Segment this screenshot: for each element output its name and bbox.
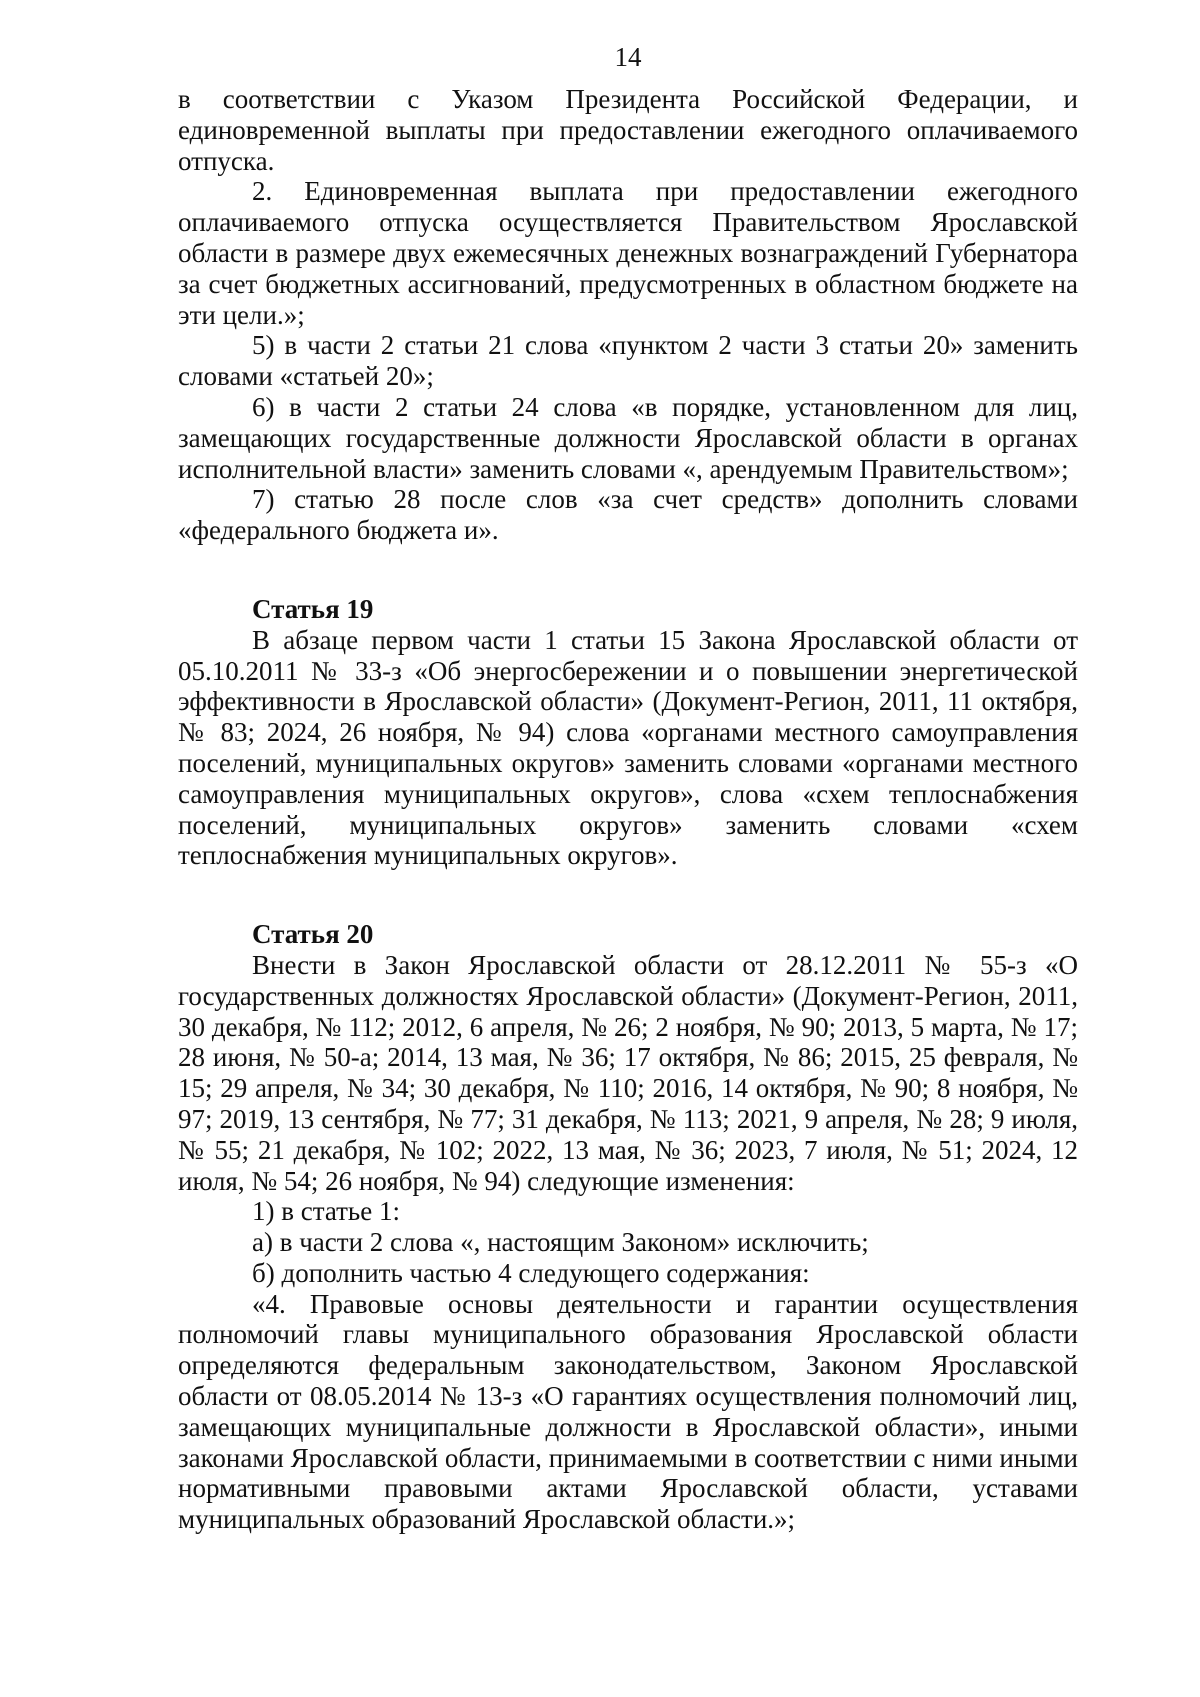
intro-paragraph-2: 2. Единовременная выплата при предоставлении ежегодного оплачиваемого отпуска осуществляется Правительством Ярославской области в размере двух ежемесячных денежных вознаграждений Губернатора за счет бюджетных ассигнований, предусмотренных в областном бюджете на эти цели.»; [178,176,1078,330]
amendment-item-5: 5) в части 2 статьи 21 слова «пунктом 2 части 3 статьи 20» заменить словами «статьей 20»; [178,330,1078,392]
article-19-heading: Статья 19 [252,593,374,624]
article-20-subitem-a: а) в части 2 слова «, настоящим Законом» исключить; [252,1227,869,1258]
article-20-paragraph-1: Внести в Закон Ярославской области от 28.12.2011 № 55-з «О государственных должностях Ярославской области» (Документ-Регион, 2011, 30 декабря, № 112; 2012, 6 апреля, № 26; 2 ноября, № 90; 2013, 5 марта, № 17; 28 июня, № 50-а; 2014, 13 мая, № 36; 17 октября, № 86; 2015, 25 февраля, № 15; 29 апреля, № 34; 30 декабря, № 110; 2016, 14 октября, № 90; 8 ноября, № 97; 2019, 13 сентября, № 77; 31 декабря, № 113; 2021, 9 апреля, № 28; 9 июля, № 55; 21 декабря, № 102; 2022, 13 мая, № 36; 2023, 7 июля, № 51; 2024, 12 июля, № 54; 26 ноября, № 94) следующие изменения: [178,949,1078,1196]
article-20-subitem-b: б) дополнить частью 4 следующего содержания: [252,1257,810,1288]
article-20-heading: Статья 20 [252,919,374,950]
page-number: 14 [614,42,642,72]
article-20-item-1: 1) в статье 1: [252,1196,400,1227]
article-20-part-4-text: «4. Правовые основы деятельности и гарантии осуществления полномочий главы муниципального образования Ярославской области определяются федеральным законодательством, Законом Ярославской области от 08.05.2014 № 13-з «О гарантиях осуществления полномочий лиц, замещающих муниципальные должности в Ярославской области», иными законами Ярославской области, принимаемыми в соответствии с ними иными нормативными правовыми актами Ярославской области, уставами муниципальных образований Ярославской области.»; [178,1288,1078,1535]
amendment-item-7: 7) статью 28 после слов «за счет средств» дополнить словами «федерального бюджета и». [178,484,1078,546]
document-page [178,40,1078,1660]
article-19-paragraph: В абзаце первом части 1 статьи 15 Закона Ярославской области от 05.10.2011 № 33-з «Об энергосбережении и о повышении энергетической эффективности в Ярославской области» (Документ-Регион, 2011, 11 октября, № 83; 2024, 26 ноября, № 94) слова «органами местного самоуправления поселений, муниципальных округов» заменить словами «органами местного самоуправления муниципальных округов», слова «схем теплоснабжения поселений, муниципальных округов» заменить словами «схем теплоснабжения муниципальных округов». [178,624,1078,871]
intro-paragraph-1: в соответствии с Указом Президента Российской Федерации, и единовременной выплаты при предоставлении ежегодного оплачиваемого отпуска. [178,84,1078,176]
amendment-item-6: 6) в части 2 статьи 24 слова «в порядке, установленном для лиц, замещающих государственные должности Ярославской области в органах исполнительной власти» заменить словами «, арендуемым Правительством»; [178,391,1078,484]
